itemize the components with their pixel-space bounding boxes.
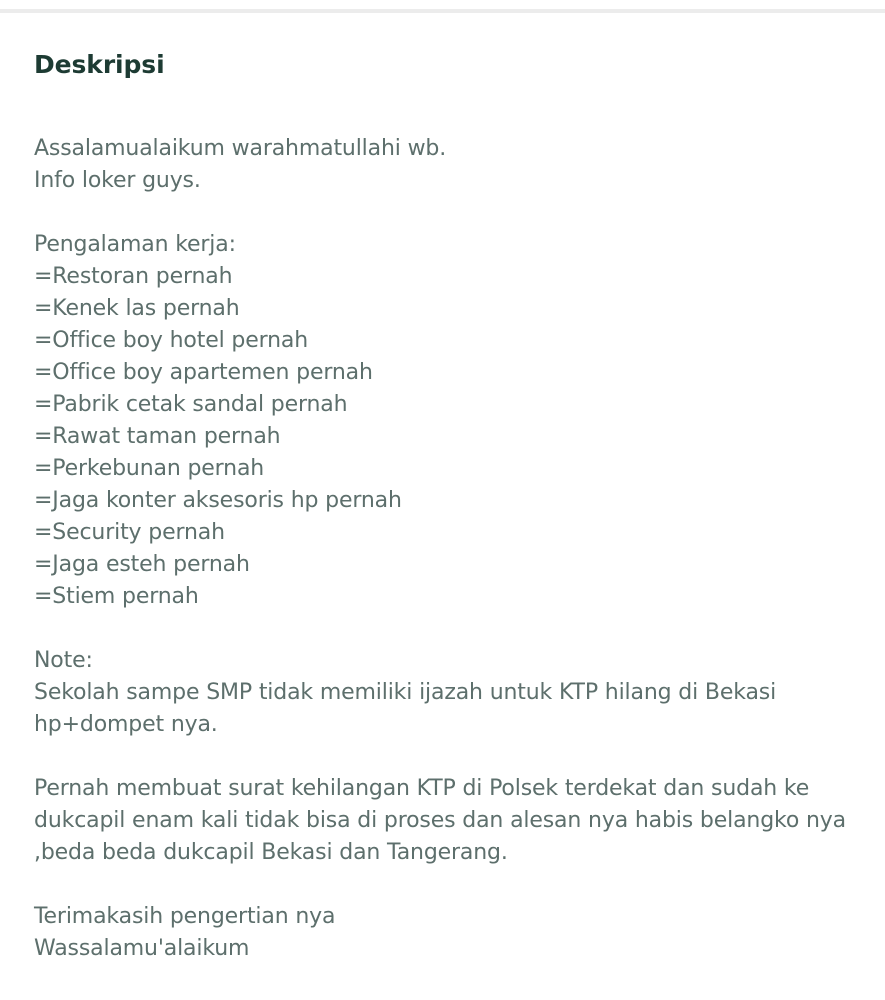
note-block — [34, 645, 851, 741]
greeting-line-1: Assalamualaikum warahmatullahi wb. — [34, 135, 447, 161]
complaint-text: Pernah membuat surat kehilangan KTP di Polsek terdekat dan sudah ke dukcapil enam kali tidak bisa di proses dan alesan nya habis belangko nya ,beda beda dukcapil Bekasi dan Tangerang. — [34, 775, 846, 865]
closing-block — [34, 901, 851, 965]
note-heading: Note: — [34, 647, 93, 673]
closing-salam: Wassalamu'alaikum — [34, 935, 250, 961]
experience-heading: Pengalaman kerja: — [34, 231, 236, 257]
greeting-block — [34, 133, 851, 197]
experience-item-office-boy-hotel: =Office boy hotel pernah — [34, 327, 309, 353]
experience-item-kenek-las: =Kenek las pernah — [34, 295, 240, 321]
experience-item-office-boy-apartemen: =Office boy apartemen pernah — [34, 359, 373, 385]
experience-item-perkebunan: =Perkebunan pernah — [34, 455, 265, 481]
description-content — [0, 13, 885, 965]
experience-item-restoran: =Restoran pernah — [34, 263, 233, 289]
closing-thanks: Terimakasih pengertian nya — [34, 903, 336, 929]
experience-item-jaga-konter: =Jaga konter aksesoris hp pernah — [34, 487, 402, 513]
greeting-line-2: Info loker guys. — [34, 167, 201, 193]
experience-item-rawat-taman: =Rawat taman pernah — [34, 423, 281, 449]
note-text: Sekolah sampe SMP tidak memiliki ijazah untuk KTP hilang di Bekasi hp+dompet nya. — [34, 679, 777, 737]
complaint-block — [34, 773, 851, 869]
experience-item-jaga-esteh: =Jaga esteh pernah — [34, 551, 250, 577]
experience-item-stiem: =Stiem pernah — [34, 583, 199, 609]
experience-item-pabrik-sandal: =Pabrik cetak sandal pernah — [34, 391, 348, 417]
page-title: Deskripsi — [34, 50, 165, 79]
experience-item-security: =Security pernah — [34, 519, 225, 545]
experience-block — [34, 229, 851, 613]
